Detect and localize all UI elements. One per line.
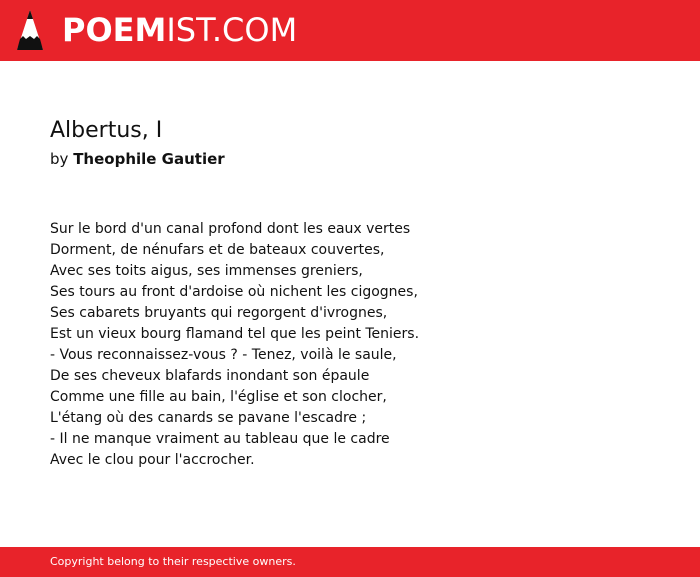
by-label: by — [50, 150, 69, 168]
poem-author: Theophile Gautier — [73, 150, 225, 168]
poem-body — [50, 219, 650, 471]
poem-line: De ses cheveux blafards inondant son épaule — [50, 368, 370, 384]
poem-line: Comme une fille au bain, l'église et son clocher, — [50, 389, 387, 405]
site-header — [0, 0, 700, 61]
copyright-notice: Copyright belong to their respective owners. — [50, 555, 296, 568]
poem-byline — [50, 149, 225, 169]
site-footer — [0, 547, 700, 577]
poem-line: Dorment, de nénufars et de bateaux couvertes, — [50, 242, 385, 258]
poem-line: L'étang où des canards se pavane l'escadre ; — [50, 410, 367, 426]
logo-bold-part: POEM — [62, 11, 167, 49]
poem-line: Ses cabarets bruyants qui regorgent d'ivrognes, — [50, 305, 388, 321]
pencil-tip-icon[interactable] — [16, 9, 44, 51]
poem-line: - Vous reconnaissez-vous ? - Tenez, voilà le saule, — [50, 347, 397, 363]
poem-line: Ses tours au front d'ardoise où nichent les cigognes, — [50, 284, 418, 300]
poem-line: Est un vieux bourg flamand tel que les peint Teniers. — [50, 326, 420, 342]
poem-line: Avec ses toits aigus, ses immenses greniers, — [50, 263, 363, 279]
poem-line: Sur le bord d'un canal profond dont les eaux vertes — [50, 221, 411, 237]
poem-title: Albertus, I — [50, 118, 163, 143]
poem-line: Avec le clou pour l'accrocher. — [50, 452, 255, 468]
poem-line: - Il ne manque vraiment au tableau que le cadre — [50, 431, 390, 447]
site-logo-text[interactable] — [62, 10, 297, 50]
logo-light-part: IST.COM — [166, 11, 298, 49]
